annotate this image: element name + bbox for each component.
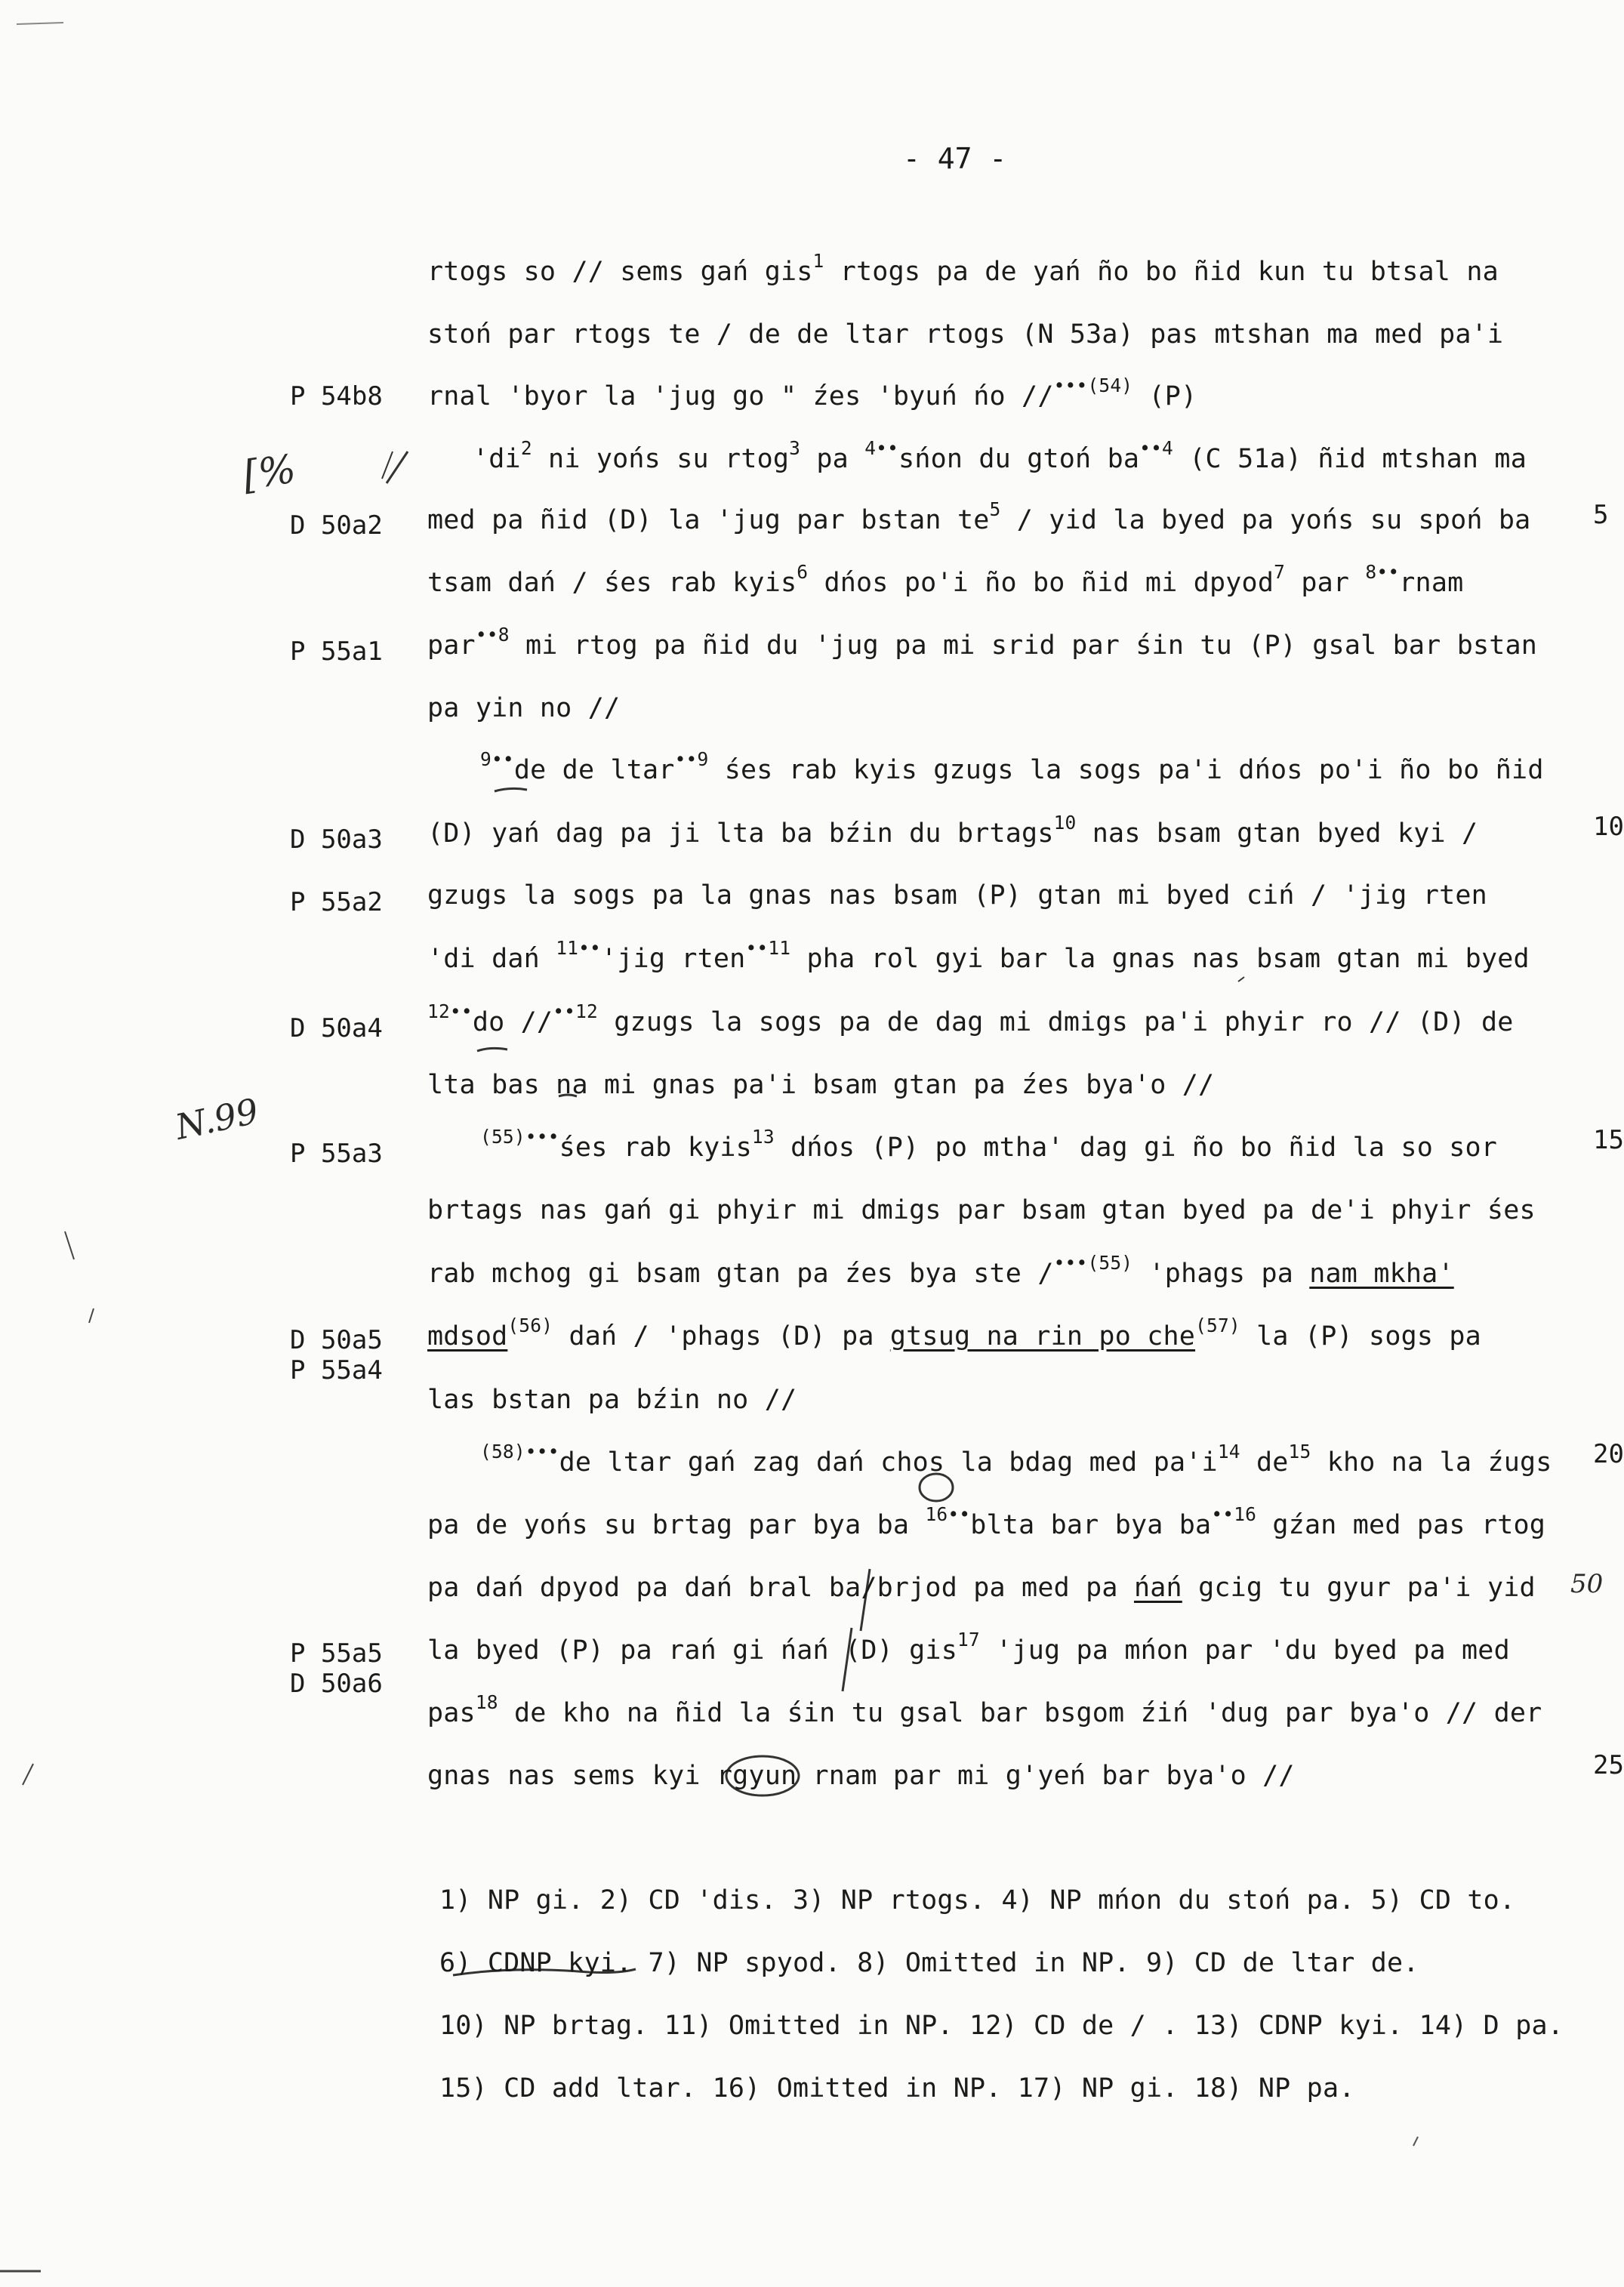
corner-mark xyxy=(17,23,63,24)
line-number: 25 xyxy=(1593,1750,1624,1780)
section-marker: (58)••• xyxy=(480,1440,559,1463)
margin-ref: P 55a5 xyxy=(290,1638,383,1669)
text-line xyxy=(427,1503,1546,1540)
text-line xyxy=(480,1125,1498,1163)
text-line xyxy=(480,1440,1552,1478)
footnote-ref: 2 xyxy=(520,436,532,459)
margin-ref: D 50a2 xyxy=(290,510,383,541)
text: dńos po'i ño bo ñid mi dpyod xyxy=(808,568,1274,598)
footnote-ref: 15 xyxy=(1288,1440,1311,1463)
text-line xyxy=(427,1628,1510,1666)
line-number: 5 xyxy=(1593,500,1609,530)
note-ref: (56) xyxy=(507,1314,553,1336)
footnote-ref: 7 xyxy=(1274,560,1286,583)
section-marker: •••(54) xyxy=(1053,374,1133,396)
text: de ltar xyxy=(546,755,675,785)
section-marker: (55)••• xyxy=(480,1125,559,1148)
text: 'jig rten xyxy=(601,944,746,974)
note-ref: (57) xyxy=(1195,1314,1240,1336)
footnote-line: 15) CD add ltar. 16) Omitted in NP. 17) NP gi. 18) NP pa. xyxy=(439,2073,1355,2104)
text-line xyxy=(473,436,1527,474)
margin-ref: P 55a1 xyxy=(290,636,383,667)
text-line xyxy=(427,1573,1536,1603)
text: nas bsam gtan byed kyi / xyxy=(1076,818,1478,849)
underlined-title: gtsug na rin po che xyxy=(889,1321,1196,1352)
pen-stroke xyxy=(1238,977,1244,982)
footnote-ref: 5 xyxy=(989,498,1001,520)
pen-stroke xyxy=(387,452,408,483)
footnote-ref: 13 xyxy=(751,1125,775,1148)
text-line: las bstan pa bźin no // xyxy=(427,1385,797,1415)
section-marker: •••(55) xyxy=(1053,1251,1133,1274)
text: med pa ñid (D) la 'jug par bstan te xyxy=(427,505,990,535)
pen-stroke xyxy=(65,1231,74,1259)
text: 7) NP spyod. 8) Omitted in NP. 9) CD de ltar de. xyxy=(632,1948,1419,1978)
footnote-ref: ••4 xyxy=(1139,436,1173,459)
footnote-ref: 14 xyxy=(1217,1440,1240,1463)
footnote-ref: ••16 xyxy=(1211,1503,1257,1525)
text: 'di xyxy=(473,444,521,474)
line-number: 20 xyxy=(1593,1439,1624,1469)
footnote-ref: 3 xyxy=(789,436,801,459)
text: pas xyxy=(427,1698,476,1728)
footnote-underlined: 6) CDNP kyi. xyxy=(439,1948,633,1978)
text: de kho na ñid la śin tu gsal bar bsgom źiń 'dug par bya'o // der xyxy=(498,1698,1542,1728)
text-line xyxy=(427,623,1538,661)
pen-circle xyxy=(920,1474,953,1501)
footnote-ref: ••12 xyxy=(553,1000,598,1022)
footnote-ref: 17 xyxy=(957,1628,980,1651)
margin-ref: P 54b8 xyxy=(290,381,383,411)
footnote-ref: 9•• xyxy=(480,747,514,770)
text-line: gnas nas sems kyi rgyun rnam par mi g'yeń bar bya'o // xyxy=(427,1761,1295,1791)
text: / yid la byed pa yońs su spoń ba xyxy=(1000,505,1531,535)
text-line xyxy=(480,747,1544,785)
text: rab mchog gi bsam gtan pa źes bya ste / xyxy=(427,1259,1054,1289)
footnote-ref: ••11 xyxy=(745,936,791,959)
handwritten-note: N.99 xyxy=(171,1090,262,1148)
margin-ref: P 55a3 xyxy=(290,1139,383,1169)
text: rtogs pa de yań ño bo ñid kun tu btsal na xyxy=(824,257,1499,287)
text: do xyxy=(472,1007,505,1037)
pen-stroke xyxy=(1413,2137,1418,2146)
text: // xyxy=(504,1007,553,1037)
text-line: pa yin no // xyxy=(427,693,621,723)
text: rnal 'byor la 'jug go " źes 'byuń ńo // xyxy=(427,381,1054,411)
text: gźan med pas rtog xyxy=(1256,1510,1546,1540)
text: śes rab kyis xyxy=(559,1133,752,1163)
text-line: stoń par rtogs te / de de ltar rtogs (N 53a) pas mtshan ma med pa'i xyxy=(427,319,1504,350)
text-line xyxy=(427,560,1464,598)
footnote-ref: ••9 xyxy=(674,747,709,770)
pen-stroke xyxy=(477,1048,507,1051)
margin-ref: P 55a2 xyxy=(290,887,383,917)
text: (C 51a) ñid mtshan ma xyxy=(1173,444,1527,474)
text: de xyxy=(513,755,547,785)
line-number: 15 xyxy=(1593,1125,1624,1155)
pen-stroke xyxy=(23,1764,33,1785)
text-line xyxy=(427,249,1499,287)
text: ni yońs su rtog xyxy=(532,444,790,474)
footnote-ref: 11•• xyxy=(556,936,601,959)
footnote-ref: 16•• xyxy=(925,1503,971,1525)
handwritten-note: [% xyxy=(240,446,299,499)
text: pa de yońs su brtag par bya ba xyxy=(427,1510,926,1540)
text-line xyxy=(427,374,1197,411)
text-line xyxy=(427,936,1530,974)
margin-ref: D 50a4 xyxy=(290,1013,383,1043)
footnote-ref: 18 xyxy=(475,1691,498,1713)
text: dań / 'phags (D) pa xyxy=(553,1321,890,1352)
footnote-ref: ••8 xyxy=(475,623,510,646)
text: rtogs so // sems gań gis xyxy=(427,257,813,287)
text: par xyxy=(1285,568,1366,598)
margin-ref: D 50a6 xyxy=(290,1669,383,1699)
text: rnam xyxy=(1399,568,1464,598)
text-line: lta bas na mi gnas pa'i bsam gtan pa źes bya'o // xyxy=(427,1070,1215,1100)
margin-ref: P 55a4 xyxy=(290,1355,383,1385)
margin-ref: D 50a5 xyxy=(290,1325,383,1355)
underlined-word: ńań xyxy=(1133,1573,1182,1603)
text: la byed (P) pa rań gi ńań (D) gis xyxy=(427,1635,957,1666)
footnote-ref: 4•• xyxy=(864,436,899,459)
text: kho na la źugs xyxy=(1311,1447,1552,1478)
pen-stroke xyxy=(495,788,527,791)
text: pa xyxy=(800,444,865,474)
footnote-line: 1) NP gi. 2) CD 'dis. 3) NP rtogs. 4) NP mńon du stoń pa. 5) CD to. xyxy=(439,1885,1516,1916)
text-line xyxy=(427,1000,1514,1037)
text: de ltar gań zag dań chos la bdag med pa'i xyxy=(559,1447,1218,1478)
text: tsam dań / śes rab kyis xyxy=(427,568,797,598)
footnote-ref: 8•• xyxy=(1365,560,1400,583)
text: mi rtog pa ñid du 'jug pa mi srid par śin tu (P) gsal bar bstan xyxy=(509,630,1538,661)
text: pha rol gyi bar la gnas nas bsam gtan mi byed xyxy=(790,944,1530,974)
text: 'phags pa xyxy=(1132,1259,1310,1289)
text-line xyxy=(427,498,1531,535)
footnote-ref: 12•• xyxy=(427,1000,473,1022)
text-line xyxy=(427,1691,1542,1728)
text: 'di dań xyxy=(427,944,556,974)
text: dńos (P) po mtha' dag gi ño bo ñid la so sor xyxy=(774,1133,1498,1163)
text: blta bar bya ba xyxy=(970,1510,1212,1540)
text: śes rab kyis gzugs la sogs pa'i dńos po'i ño bo ñid xyxy=(708,755,1544,785)
text: la (P) sogs pa xyxy=(1240,1321,1481,1352)
margin-ref: D 50a3 xyxy=(290,824,383,855)
footnote-ref: 10 xyxy=(1053,811,1077,834)
page-number: - 47 - xyxy=(903,142,1007,175)
pen-stroke xyxy=(89,1308,94,1323)
text: de xyxy=(1240,1447,1289,1478)
text: gzugs la sogs pa de dag mi dmigs pa'i phyir ro // (D) de xyxy=(598,1007,1514,1037)
text-line: brtags nas gań gi phyir mi dmigs par bsam gtan byed pa de'i phyir śes xyxy=(427,1195,1536,1225)
text: gcig tu gyur pa'i yid xyxy=(1182,1573,1536,1603)
footnote-ref: 1 xyxy=(812,249,824,272)
handwritten-note: 50 xyxy=(1570,1569,1604,1599)
text: par xyxy=(427,630,476,661)
text-line xyxy=(427,811,1478,849)
footnote-line: 10) NP brtag. 11) Omitted in NP. 12) CD de / . 13) CDNP kyi. 14) D pa. xyxy=(439,2011,1564,2041)
text-line: gzugs la sogs pa la gnas nas bsam (P) gtan mi byed ciń / 'jig rten xyxy=(427,880,1487,911)
text: pa dań dpyod pa dań bral ba/brjod pa med pa xyxy=(427,1573,1134,1603)
text: sńon du gtoń ba xyxy=(898,444,1140,474)
underlined-title: nam mkha' xyxy=(1309,1259,1454,1289)
text: (D) yań dag pa ji lta ba bźin du brtags xyxy=(427,818,1054,849)
text-line xyxy=(427,1314,1481,1352)
footnote-line xyxy=(439,1948,1419,1978)
text: (P) xyxy=(1132,381,1197,411)
footnote-ref: 6 xyxy=(797,560,809,583)
line-number: 10 xyxy=(1593,812,1624,842)
text-line xyxy=(427,1251,1454,1289)
underlined-title: mdsod xyxy=(427,1321,508,1352)
text: 'jug pa mńon par 'du byed pa med xyxy=(979,1635,1510,1666)
